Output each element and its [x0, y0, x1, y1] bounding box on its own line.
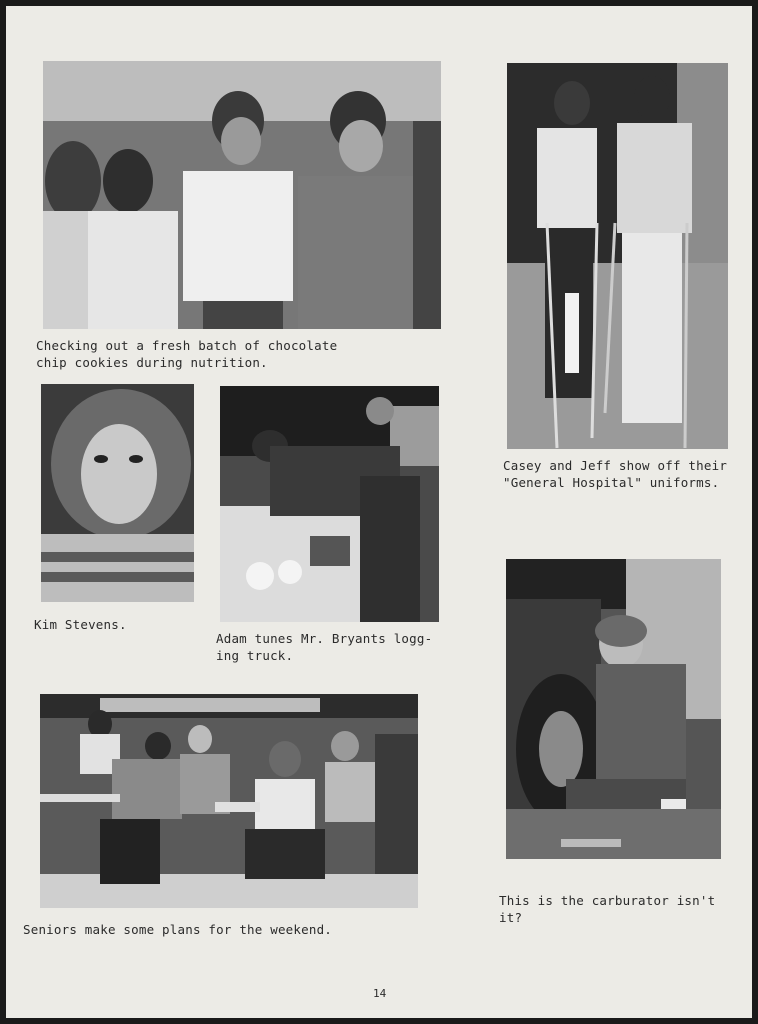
caption-truck-engine: Adam tunes Mr. Bryants logg- ing truck. [216, 631, 433, 663]
photo-seniors-tables [40, 694, 418, 908]
page-number: 14 [373, 987, 387, 1000]
photo-portrait [41, 384, 194, 602]
caption-seniors-tables: Seniors make some plans for the weekend. [23, 922, 333, 937]
caption-portrait: Kim Stevens. [34, 617, 127, 632]
caption-crutches: Casey and Jeff show off their "General Hospital" uniforms. [503, 458, 728, 490]
yearbook-page [6, 6, 752, 1018]
photo-car-tire [506, 559, 721, 859]
caption-hallway-group: Checking out a fresh batch of chocolate chip cookies during nutrition. [36, 338, 338, 370]
caption-car-tire: This is the carburator isn't it? [499, 893, 716, 925]
photo-hallway-group [43, 61, 441, 329]
photo-truck-engine [220, 386, 439, 622]
photo-crutches [507, 63, 728, 449]
